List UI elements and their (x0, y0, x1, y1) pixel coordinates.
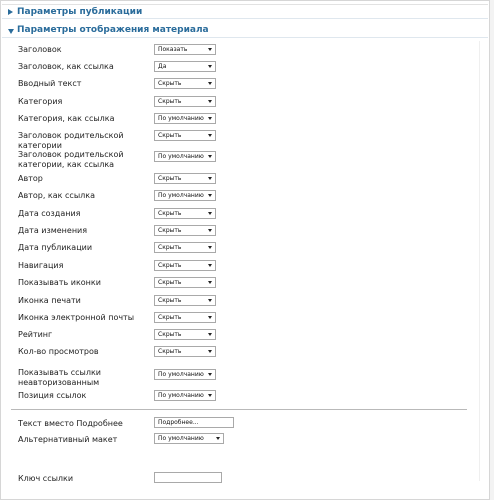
select-value: Скрыть (158, 331, 182, 338)
chevron-down-icon (216, 437, 220, 440)
field-select[interactable] (154, 208, 216, 219)
chevron-down-icon (208, 229, 212, 232)
chevron-down-icon (208, 134, 212, 137)
chevron-down-icon (208, 281, 212, 284)
field-label: Показывать ссылки неавторизованным (18, 368, 102, 387)
field-label: Заголовок родительской категории (18, 131, 124, 150)
divider (11, 409, 467, 410)
chevron-down-icon (208, 155, 212, 158)
chevron-down-icon (208, 212, 212, 215)
select-value: По умолчанию (158, 435, 204, 442)
field-label: Иконка электронной почты (18, 313, 135, 322)
field-label: Заголовок (18, 45, 62, 54)
select-value: По умолчанию (158, 371, 204, 378)
alt-layout-label: Альтернативный макет (18, 435, 118, 444)
panel-title: Параметры отображения материала (17, 25, 209, 35)
chevron-down-icon (208, 373, 212, 376)
select-value: Скрыть (158, 262, 182, 269)
field-select[interactable] (154, 312, 216, 323)
field-label: Дата создания (18, 209, 81, 218)
field-select[interactable] (154, 225, 216, 236)
field-select[interactable] (154, 78, 216, 89)
field-select[interactable] (154, 61, 216, 72)
expand-arrow-icon (8, 9, 13, 15)
select-value: По умолчанию (158, 392, 204, 399)
field-label: Кол-во просмотров (18, 347, 99, 356)
readmore-text-input[interactable]: Подробнее... (154, 417, 234, 428)
field-label: Категория (18, 97, 63, 106)
chevron-down-icon (208, 194, 212, 197)
select-value: По умолчанию (158, 115, 204, 122)
field-label: Рейтинг (18, 330, 53, 339)
select-value: Скрыть (158, 210, 182, 217)
scrollbar[interactable] (479, 41, 484, 481)
field-label: Категория, как ссылка (18, 114, 115, 123)
chevron-down-icon (208, 100, 212, 103)
field-select[interactable] (154, 173, 216, 184)
field-select[interactable] (154, 369, 216, 380)
field-label: Автор (18, 174, 43, 183)
field-select[interactable] (154, 113, 216, 124)
panel-publication-header[interactable] (2, 4, 488, 19)
select-value: Скрыть (158, 132, 182, 139)
alias-label: Ключ ссылки (18, 474, 74, 483)
select-value: Скрыть (158, 279, 182, 286)
field-select[interactable] (154, 151, 216, 162)
field-select[interactable] (154, 242, 216, 253)
chevron-down-icon (208, 264, 212, 267)
collapse-arrow-icon (8, 29, 14, 34)
field-label: Позиция ссылок (18, 391, 87, 400)
field-label: Заголовок, как ссылка (18, 62, 114, 71)
field-select[interactable] (154, 329, 216, 340)
field-select[interactable] (154, 44, 216, 55)
chevron-down-icon (208, 333, 212, 336)
chevron-down-icon (208, 350, 212, 353)
select-value: По умолчанию (158, 192, 204, 199)
chevron-down-icon (208, 177, 212, 180)
select-value: Скрыть (158, 227, 182, 234)
field-select[interactable] (154, 190, 216, 201)
alias-input[interactable] (154, 472, 222, 483)
field-label: Иконка печати (18, 296, 81, 305)
field-label: Дата публикации (18, 243, 93, 252)
select-value: Скрыть (158, 80, 182, 87)
select-value: Да (158, 63, 167, 70)
chevron-down-icon (208, 117, 212, 120)
select-value: Скрыть (158, 297, 182, 304)
select-value: Показать (158, 46, 188, 53)
field-label: Навигация (18, 261, 64, 270)
chevron-down-icon (208, 48, 212, 51)
field-select[interactable] (154, 346, 216, 357)
field-label: Заголовок родительской категории, как ссылка (18, 150, 124, 169)
panel-display-header[interactable] (2, 23, 488, 38)
select-value: Скрыть (158, 98, 182, 105)
field-select[interactable] (154, 277, 216, 288)
chevron-down-icon (208, 246, 212, 249)
chevron-down-icon (208, 299, 212, 302)
select-value: Скрыть (158, 348, 182, 355)
chevron-down-icon (208, 65, 212, 68)
field-label: Автор, как ссылка (18, 191, 95, 200)
alt-layout-select[interactable] (154, 433, 224, 444)
select-value: Скрыть (158, 244, 182, 251)
readmore-label: Текст вместо Подробнее (18, 419, 123, 428)
field-label: Вводный текст (18, 79, 82, 88)
field-label: Показывать иконки (18, 278, 101, 287)
field-select[interactable] (154, 390, 216, 401)
chevron-down-icon (208, 82, 212, 85)
select-value: По умолчанию (158, 153, 204, 160)
field-select[interactable] (154, 260, 216, 271)
chevron-down-icon (208, 316, 212, 319)
field-label: Дата изменения (18, 226, 88, 235)
select-value: Скрыть (158, 175, 182, 182)
panel-title: Параметры публикации (17, 7, 143, 17)
field-select[interactable] (154, 295, 216, 306)
field-select[interactable] (154, 130, 216, 141)
field-select[interactable] (154, 96, 216, 107)
chevron-down-icon (208, 394, 212, 397)
select-value: Скрыть (158, 314, 182, 321)
